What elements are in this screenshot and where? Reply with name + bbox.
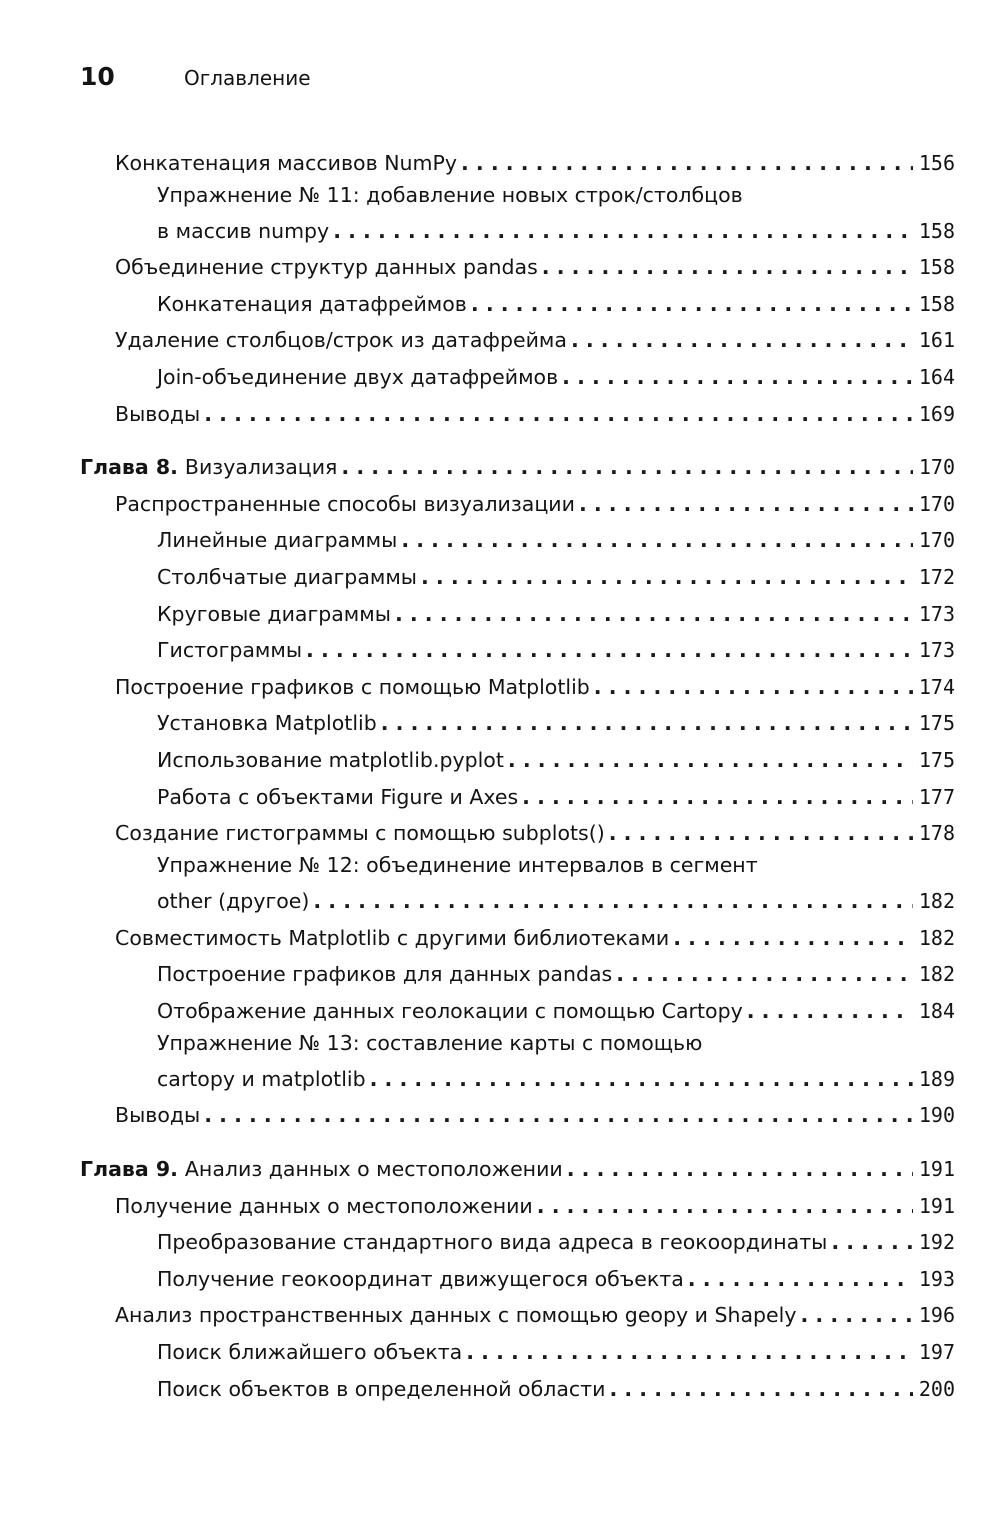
toc-entry <box>115 395 955 432</box>
toc-entry-page-number: 164 <box>918 364 955 389</box>
toc-entry-title: Поиск объектов в определенной области <box>157 1376 606 1401</box>
toc-entry <box>157 741 955 778</box>
toc-entry-title: Выводы <box>115 1103 201 1128</box>
toc-entry-title: Работа с объектами Figure и Axes <box>157 784 519 809</box>
toc-entry <box>115 668 955 705</box>
dot-leader <box>329 217 913 245</box>
toc-entry <box>115 1097 955 1134</box>
toc-entry-title: Удаление столбцов/строк из датафрейма <box>115 328 567 353</box>
toc-entry-page-number: 170 <box>918 491 955 516</box>
toc-entry-page-number: 190 <box>918 1103 955 1128</box>
toc-entry-title: Поиск ближайшего объекта <box>157 1340 463 1365</box>
toc-entry-title: Конкатенация датафреймов <box>157 291 467 316</box>
toc-entry-page-number: 197 <box>918 1340 955 1365</box>
toc-entry <box>157 285 955 322</box>
page-number: 10 <box>80 62 115 91</box>
dot-leader <box>538 253 913 281</box>
toc-entry-page-number: 192 <box>918 1230 955 1255</box>
toc-entry-title: other (другое) <box>157 889 310 914</box>
dot-leader <box>200 1101 913 1129</box>
toc-entry-title: Объединение структур данных pandas <box>115 255 538 280</box>
toc-entry-page-number: 158 <box>918 255 955 280</box>
toc-entry-page-number: 177 <box>918 784 955 809</box>
toc-entry <box>157 558 955 595</box>
toc-entry-page-number: 161 <box>918 328 955 353</box>
toc-entry <box>157 1370 955 1407</box>
toc-entry <box>157 1224 955 1261</box>
toc-chapter-entry <box>80 1150 955 1187</box>
toc-entry-title: Анализ пространственных данных с помощью geopy и Shapely <box>115 1303 797 1328</box>
dot-leader <box>309 887 913 915</box>
toc-entry-title-first-line: Упражнение № 13: составление карты с помощью <box>157 1030 703 1055</box>
toc-entry-title: Создание гистограммы с помощью subplots() <box>115 821 605 846</box>
toc-entry <box>157 778 955 815</box>
dot-leader <box>462 1338 913 1366</box>
toc-entry-page-number: 175 <box>918 711 955 736</box>
toc-entry <box>115 815 955 852</box>
toc-entry-page-number: 169 <box>918 401 955 426</box>
toc-entry-title-first-line: Упражнение № 11: добавление новых строк/столбцов <box>157 182 743 207</box>
toc-entry-page-number: 182 <box>918 889 955 914</box>
toc-entry <box>115 249 955 286</box>
chapter-label: Глава 9. <box>80 1157 178 1182</box>
chapter-label: Глава 8. <box>80 455 178 480</box>
toc-entry <box>157 705 955 742</box>
toc-entry <box>157 1333 955 1370</box>
toc-entry-title: Отображение данных геолокации с помощью Cartopy <box>157 998 743 1023</box>
dot-leader <box>337 453 912 481</box>
dot-leader <box>590 673 913 701</box>
toc-entry-title-first-line: Упражнение № 12: объединение интервалов в сегмент <box>157 853 758 878</box>
dot-leader <box>558 363 913 391</box>
dot-leader <box>563 1155 913 1183</box>
toc-entry <box>157 1260 955 1297</box>
toc-entry-title: Гистограммы <box>157 638 303 663</box>
toc-entry-page-number: 189 <box>918 1066 955 1091</box>
dot-leader <box>518 783 913 811</box>
toc-entry-page-number: 175 <box>918 747 955 772</box>
dot-leader <box>377 709 913 737</box>
toc-entry <box>115 1297 955 1334</box>
dot-leader <box>457 149 913 177</box>
toc-entry-title: Конкатенация массивов NumPy <box>115 150 457 175</box>
toc-entry-page-number: 191 <box>918 1193 955 1218</box>
toc-entry-page-number: 174 <box>918 674 955 699</box>
toc-entry-title: Построение графиков с помощью Matplotlib <box>115 674 590 699</box>
toc-entry-title: Линейные диаграммы <box>157 528 398 553</box>
toc-entry-title: Построение графиков для данных pandas <box>157 962 613 987</box>
toc-entry <box>157 1029 955 1097</box>
dot-leader <box>743 997 913 1025</box>
toc-entry-page-number: 173 <box>918 601 955 626</box>
dot-leader <box>684 1265 913 1293</box>
toc-entry <box>157 595 955 632</box>
table-of-contents <box>0 144 1000 1407</box>
dot-leader <box>575 490 913 518</box>
dot-leader <box>302 636 913 664</box>
toc-entry-page-number: 182 <box>918 925 955 950</box>
dot-leader <box>366 1065 913 1093</box>
toc-entry-title: Столбчатые диаграммы <box>157 564 417 589</box>
dot-leader <box>417 563 913 591</box>
toc-entry <box>115 322 955 359</box>
toc-entry-title: в массив numpy <box>157 218 330 243</box>
toc-entry-page-number: 172 <box>918 564 955 589</box>
toc-entry-title: Join-объединение двух датафреймов <box>157 364 559 389</box>
toc-entry-page-number: 158 <box>918 218 955 243</box>
toc-entry <box>115 1187 955 1224</box>
toc-entry-page-number: 170 <box>918 455 955 480</box>
dot-leader <box>797 1301 913 1329</box>
toc-entry-page-number: 184 <box>918 998 955 1023</box>
running-title: Оглавление <box>184 66 311 90</box>
toc-entry <box>157 956 955 993</box>
dot-leader <box>391 600 913 628</box>
toc-entry-title: Использование matplotlib.pyplot <box>157 747 504 772</box>
toc-entry-page-number: 173 <box>918 638 955 663</box>
toc-entry-page-number: 178 <box>918 821 955 846</box>
toc-entry-page-number: 196 <box>918 1303 955 1328</box>
toc-entry-title: Получение данных о местоположении <box>115 1193 533 1218</box>
toc-entry <box>157 181 955 249</box>
dot-leader <box>827 1228 913 1256</box>
dot-leader <box>467 290 913 318</box>
toc-entry-title: Анализ данных о местоположении <box>184 1157 563 1182</box>
toc-chapter-entry <box>80 449 955 486</box>
toc-entry-title: Распространенные способы визуализации <box>115 491 575 516</box>
toc-entry-title: cartopy и matplotlib <box>157 1066 366 1091</box>
dot-leader <box>504 746 913 774</box>
toc-entry <box>115 919 955 956</box>
page-header <box>80 62 311 96</box>
dot-leader <box>533 1192 913 1220</box>
dot-leader <box>605 1375 912 1403</box>
toc-entry-title: Выводы <box>115 401 201 426</box>
toc-entry-page-number: 170 <box>918 528 955 553</box>
dot-leader <box>612 960 913 988</box>
toc-entry-title: Получение геокоординат движущегося объекта <box>157 1266 684 1291</box>
toc-entry-page-number: 156 <box>918 150 955 175</box>
toc-entry-title: Установка Matplotlib <box>157 711 377 736</box>
toc-entry <box>115 485 955 522</box>
toc-entry <box>157 522 955 559</box>
toc-entry-title: Преобразование стандартного вида адреса в геокоординаты <box>157 1230 828 1255</box>
toc-entry <box>157 992 955 1029</box>
dot-leader <box>567 326 913 354</box>
toc-entry-title: Круговые диаграммы <box>157 601 391 626</box>
toc-entry-title: Визуализация <box>184 455 338 480</box>
toc-entry <box>157 358 955 395</box>
toc-entry-page-number: 191 <box>918 1157 955 1182</box>
dot-leader <box>605 819 913 847</box>
toc-entry-page-number: 200 <box>918 1376 955 1401</box>
dot-leader <box>669 924 913 952</box>
toc-entry <box>115 144 955 181</box>
dot-leader <box>397 526 913 554</box>
toc-entry-title: Совместимость Matplotlib с другими библиотеками <box>115 925 670 950</box>
toc-entry-page-number: 182 <box>918 962 955 987</box>
toc-entry-page-number: 158 <box>918 291 955 316</box>
toc-entry <box>157 632 955 669</box>
toc-entry-page-number: 193 <box>918 1266 955 1291</box>
toc-entry <box>157 851 955 919</box>
dot-leader <box>200 400 913 428</box>
